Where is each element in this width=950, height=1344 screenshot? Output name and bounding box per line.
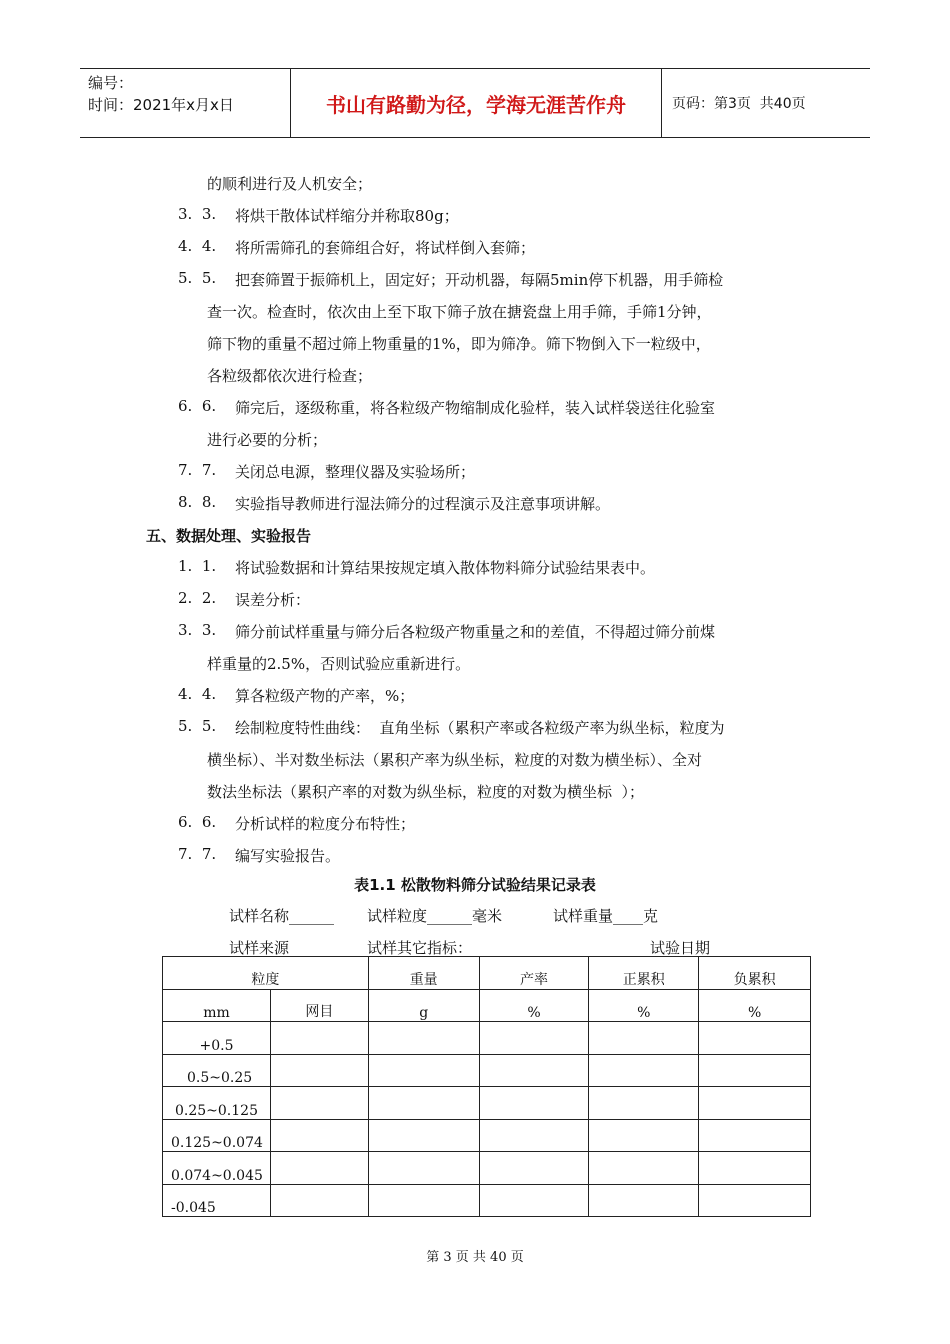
sample-size-field: 试样粒度______毫米 xyxy=(367,907,503,925)
list-item-continued: 样重量的2.5%，否则试验应重新进行。 xyxy=(207,655,471,673)
size-cell: 0.25~0.125 xyxy=(163,1087,271,1120)
list-item: 绘制粒度特性曲线： 直角坐标（累积产率或各粒级产率为纵坐标，粒度为 xyxy=(235,719,725,737)
table-cell xyxy=(270,1087,368,1120)
table-unit-row xyxy=(163,989,811,1022)
list-number: 7. 7. xyxy=(178,461,217,479)
table-row xyxy=(163,1119,811,1152)
section-heading: 五、数据处理、实验报告 xyxy=(146,527,312,545)
header-cell: 产率 xyxy=(479,957,589,990)
page-footer: 第 3 页 共 40 页 xyxy=(426,1250,524,1265)
list-number: 4. 4. xyxy=(178,685,217,703)
unit-cell: % xyxy=(699,989,811,1022)
header-cell: 负累积 xyxy=(699,957,811,990)
list-item: 编写实验报告。 xyxy=(235,847,341,865)
size-cell: +0.5 xyxy=(163,1022,271,1055)
code-label: 编号： xyxy=(88,74,134,92)
table-cell xyxy=(368,1087,479,1120)
list-item: 关闭总电源，整理仪器及实验场所； xyxy=(235,463,476,481)
sample-weight-field: 试样重量____克 xyxy=(553,907,659,925)
list-item: 将试验数据和计算结果按规定填入散体物料筛分试验结果表中。 xyxy=(235,559,656,577)
list-item: 误差分析： xyxy=(235,591,311,609)
table-cell xyxy=(368,1152,479,1185)
header-motto: 书山有路勤为径，学海无涯苦作舟 xyxy=(290,69,662,137)
table-cell xyxy=(368,1184,479,1217)
size-cell: -0.045 xyxy=(163,1184,271,1217)
list-number: 5. 5. xyxy=(178,717,217,735)
page-header xyxy=(80,68,870,138)
table-cell xyxy=(368,1054,479,1087)
unit-cell: % xyxy=(479,989,589,1022)
table-cell xyxy=(699,1087,811,1120)
list-item: 将烘干散体试样缩分并称取80g； xyxy=(235,207,459,225)
list-number: 6. 6. xyxy=(178,813,217,831)
continuation-text: 的顺利进行及人机安全； xyxy=(207,175,373,193)
table-cell xyxy=(699,1119,811,1152)
table-cell xyxy=(589,1152,699,1185)
header-page-info xyxy=(662,69,870,137)
list-item: 实验指导教师进行湿法筛分的过程演示及注意事项讲解。 xyxy=(235,495,611,513)
sample-name-field: 试样名称______ xyxy=(229,907,335,925)
size-cell: 0.5~0.25 xyxy=(163,1054,271,1087)
time-label: 时间：2021年x月x日 xyxy=(88,96,234,114)
table-cell xyxy=(699,1054,811,1087)
header-cell: 粒度 xyxy=(163,957,369,990)
table-cell xyxy=(270,1022,368,1055)
list-number: 1. 1. xyxy=(178,557,217,575)
table-cell xyxy=(270,1152,368,1185)
table-row xyxy=(163,1184,811,1217)
table-row xyxy=(163,1022,811,1055)
table-cell xyxy=(479,1087,589,1120)
table-cell xyxy=(479,1022,589,1055)
list-item-continued: 各粒级都依次进行检查； xyxy=(207,367,373,385)
list-item-continued: 查一次。检查时，依次由上至下取下筛子放在搪瓷盘上用手筛，手筛1分钟， xyxy=(207,303,712,321)
list-number: 2. 2. xyxy=(178,589,217,607)
table-cell xyxy=(479,1054,589,1087)
list-number: 5. 5. xyxy=(178,269,217,287)
list-number: 6. 6. xyxy=(178,397,217,415)
table-row xyxy=(163,1152,811,1185)
table-cell xyxy=(368,1022,479,1055)
list-item: 筛分前试样重量与筛分后各粒级产物重量之和的差值，不得超过筛分前煤 xyxy=(235,623,716,641)
table-cell xyxy=(368,1119,479,1152)
list-item-continued: 数法坐标法（累积产率的对数为纵坐标，粒度的对数为横坐标 ）； xyxy=(207,783,645,801)
unit-cell: 网目 xyxy=(270,989,368,1022)
table-cell xyxy=(479,1184,589,1217)
test-date-field: 试验日期_____ xyxy=(650,939,748,957)
size-cell: 0.125~0.074 xyxy=(163,1119,271,1152)
list-number: 3. 3. xyxy=(178,205,217,223)
table-cell xyxy=(270,1054,368,1087)
list-item: 算各粒级产物的产率，%； xyxy=(235,687,415,705)
table-cell xyxy=(589,1119,699,1152)
table-cell xyxy=(699,1022,811,1055)
table-cell xyxy=(589,1087,699,1120)
table-cell xyxy=(699,1184,811,1217)
table-caption: 表1.1 松散物料筛分试验结果记录表 xyxy=(354,876,596,894)
list-item-continued: 进行必要的分析； xyxy=(207,431,328,449)
unit-cell: g xyxy=(368,989,479,1022)
table-cell xyxy=(589,1054,699,1087)
table-cell xyxy=(270,1184,368,1217)
header-cell: 正累积 xyxy=(589,957,699,990)
table-cell xyxy=(589,1022,699,1055)
table-cell xyxy=(270,1119,368,1152)
list-number: 3. 3. xyxy=(178,621,217,639)
table-cell xyxy=(589,1184,699,1217)
table-cell xyxy=(479,1152,589,1185)
table-header-row xyxy=(163,957,811,990)
list-item: 分析试样的粒度分布特性； xyxy=(235,815,416,833)
list-item: 筛完后，逐级称重，将各粒级产物缩制成化验样，装入试样袋送往化验室 xyxy=(235,399,716,417)
list-item-continued: 横坐标）、半对数坐标法（累积产率为纵坐标，粒度的对数为横坐标）、全对 xyxy=(207,751,703,769)
sample-source-field: 试样来源______ xyxy=(229,939,335,957)
unit-cell: mm xyxy=(163,989,271,1022)
size-cell: 0.074~0.045 xyxy=(163,1152,271,1185)
unit-cell: % xyxy=(589,989,699,1022)
table-cell xyxy=(699,1152,811,1185)
screening-results-table xyxy=(162,956,811,1217)
list-item: 把套筛置于振筛机上，固定好；开动机器，每隔5min停下机器，用手筛检 xyxy=(235,271,724,289)
page-info-text: 页码：第3页 共40页 xyxy=(672,96,806,112)
header-cell: 重量 xyxy=(368,957,479,990)
list-item: 将所需筛孔的套筛组合好，将试样倒入套筛； xyxy=(235,239,536,257)
list-number: 8. 8. xyxy=(178,493,217,511)
table-row xyxy=(163,1087,811,1120)
table-row xyxy=(163,1054,811,1087)
table-cell xyxy=(479,1119,589,1152)
list-number: 7. 7. xyxy=(178,845,217,863)
list-item-continued: 筛下物的重量不超过筛上物重量的1%，即为筛净。筛下物倒入下一粒级中， xyxy=(207,335,711,353)
sample-other-field: 试样其它指标： xyxy=(367,939,473,957)
header-meta xyxy=(80,69,290,137)
list-number: 4. 4. xyxy=(178,237,217,255)
